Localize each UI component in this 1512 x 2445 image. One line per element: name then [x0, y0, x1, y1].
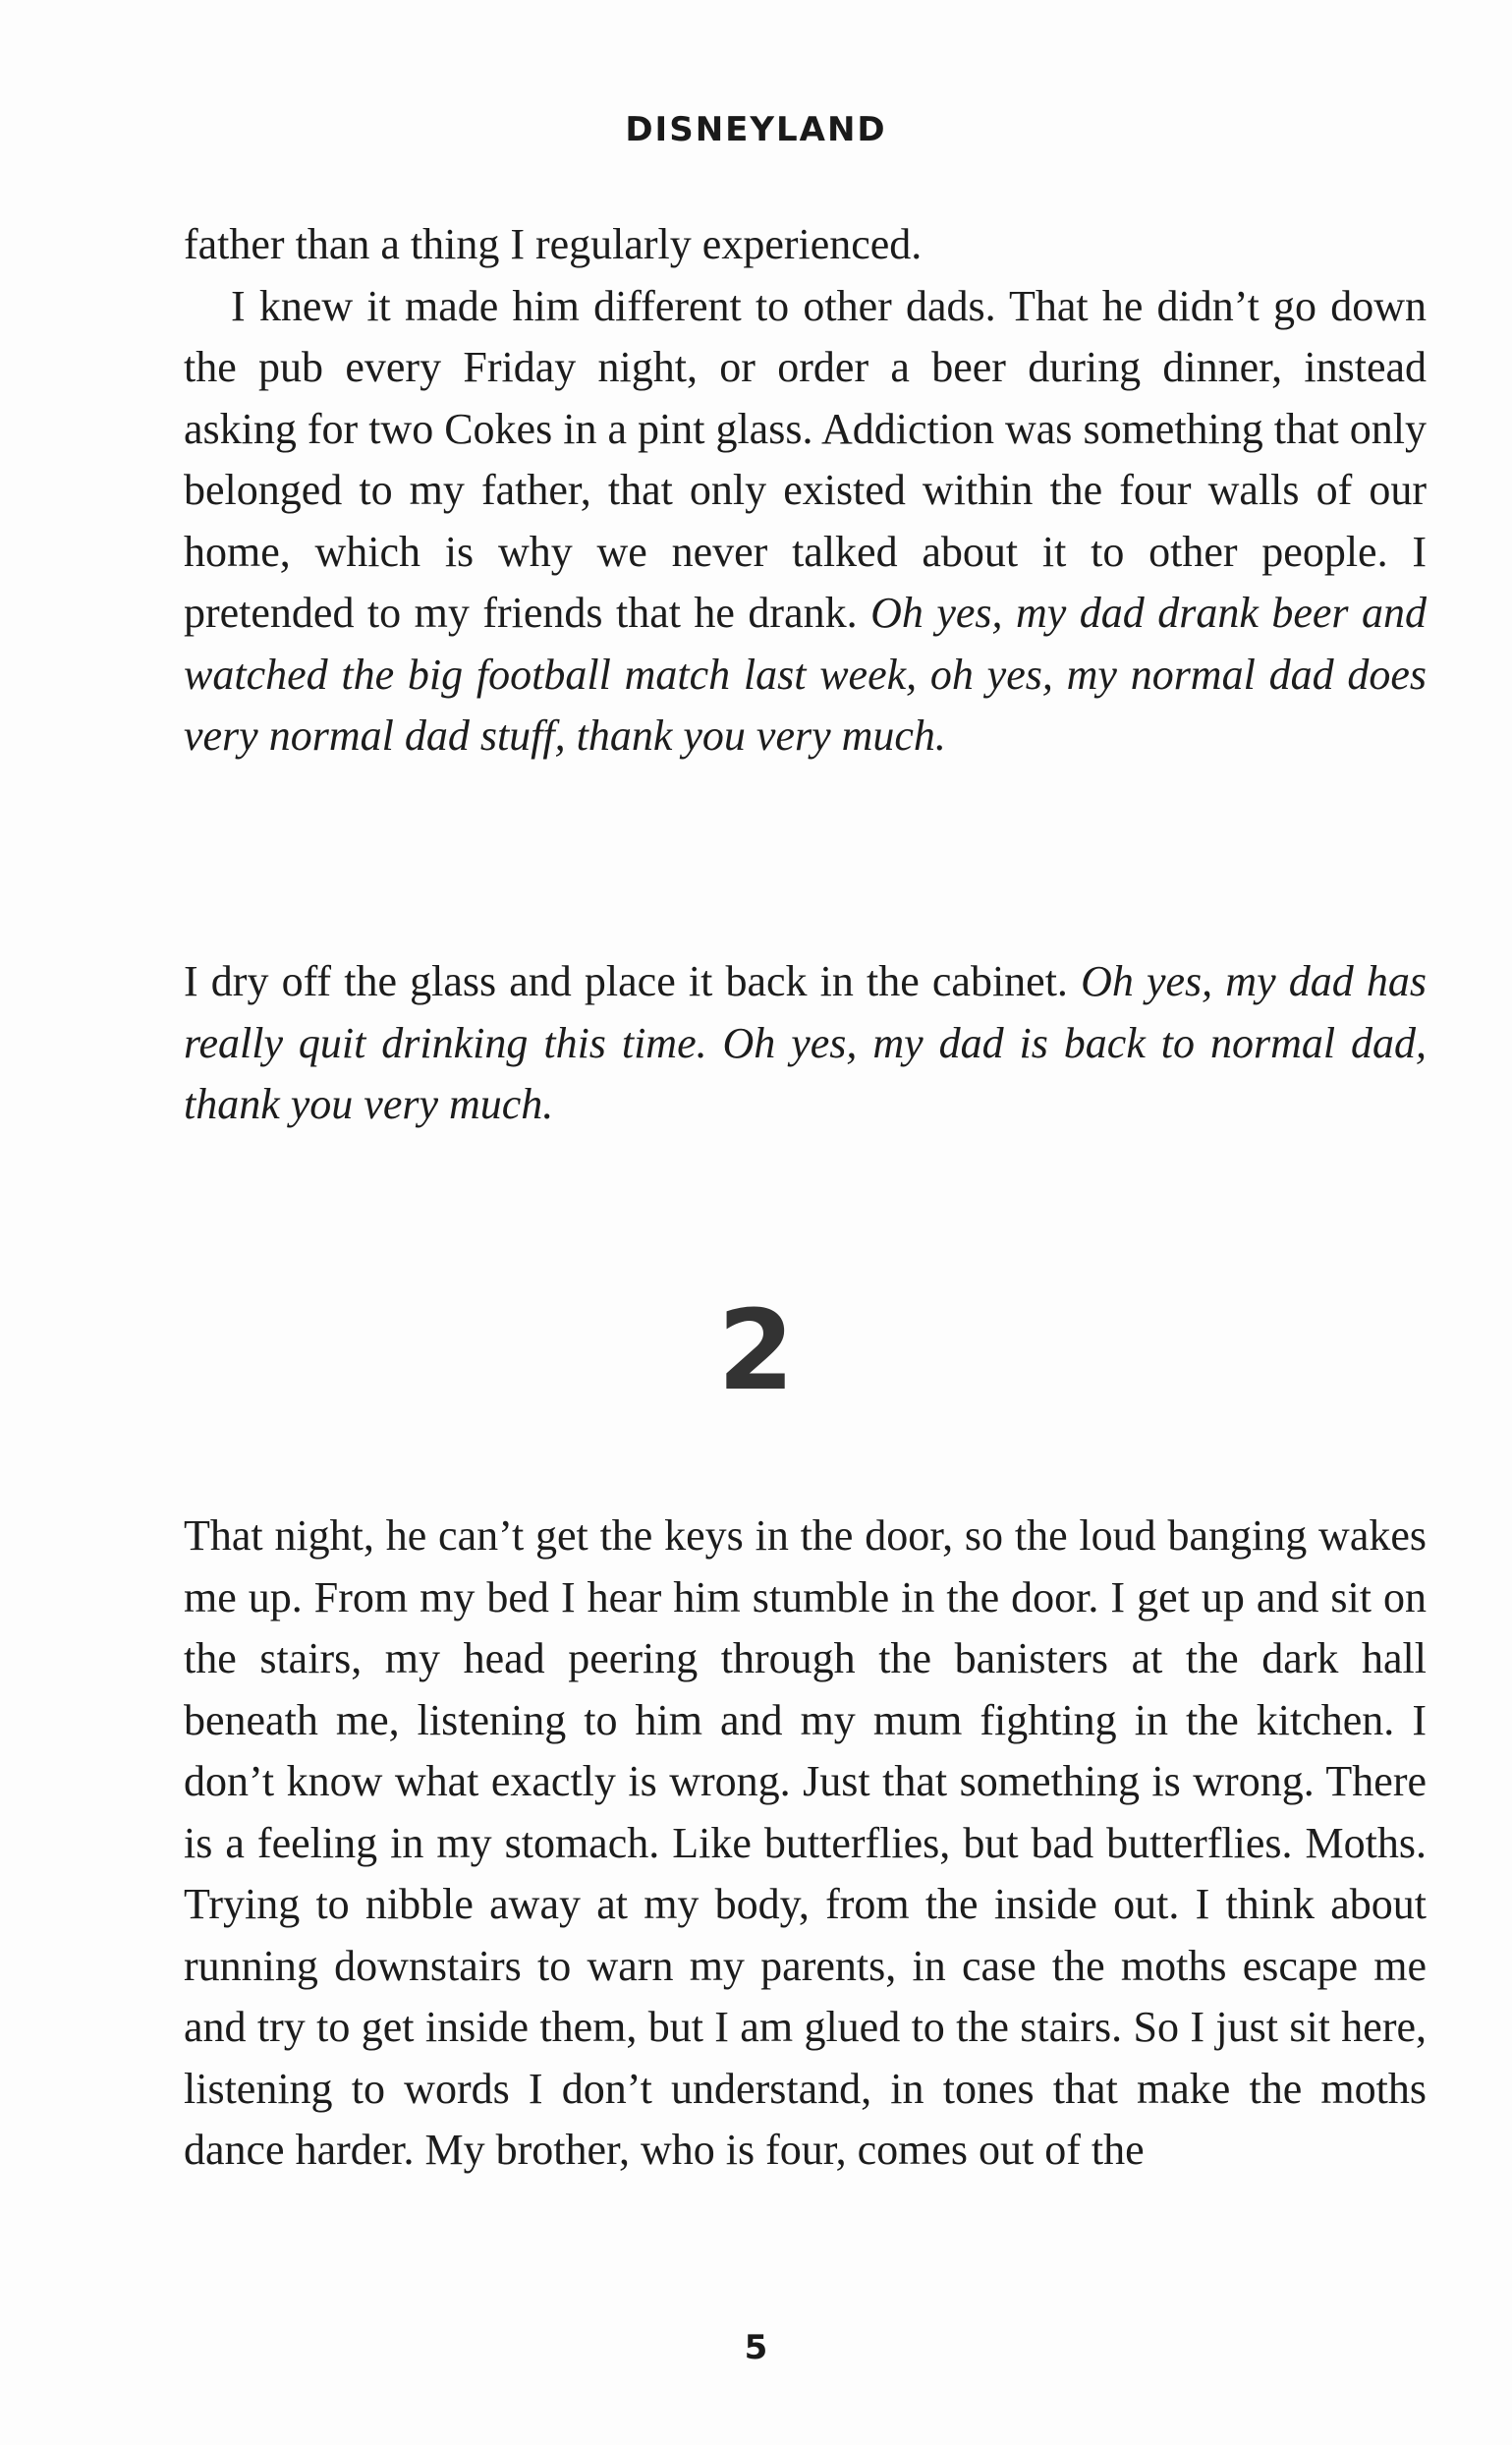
paragraph-addiction	[184, 276, 1427, 768]
section-two-text	[184, 951, 1427, 1136]
paragraph-glass	[184, 951, 1427, 1136]
paragraph-addiction-roman: I knew it made him different to other dads. That he didn’t go down the pub every Friday night, or order a beer during dinner, instead asking for two Cokes in a pint glass. Addiction was something that only belonged to my father, that only existed within the four walls of our home, which is why we never talked about it to other people. I pretended to my friends that he drank.	[184, 281, 1427, 637]
paragraph-addiction-italic: Oh yes, my dad drank beer and watched the big football match last week, oh yes, my normal dad does very normal dad stuff, thank you very much.	[184, 589, 1427, 760]
running-head: DISNEYLAND	[625, 110, 887, 149]
paragraph-glass-italic: Oh yes, my dad has really quit drinking this time. Oh yes, my dad is back to normal dad, thank you very much.	[184, 957, 1427, 1128]
page-number: 5	[744, 2328, 768, 2367]
paragraph-that-night: That night, he can’t get the keys in the door, so the loud banging wakes me up. From my bed I hear him stumble in the door. I get up and sit on the stairs, my head peering through the banisters at the dark hall beneath me, listening to him and my mum fighting in the kitchen. I don’t know what exactly is wrong. Just that something is wrong. There is a feeling in my stomach. Like butterflies, but bad butterflies. Moths. Trying to nibble away at my body, from the inside out. I think about running downstairs to warn my parents, in case the moths escape me and try to get inside them, but I am glued to the stairs. So I just sit here, listening to words I don’t understand, in tones that make the moths dance harder. My brother, who is four, comes out of the	[184, 1511, 1427, 2174]
section-one-text	[184, 214, 1427, 768]
chapter-number: 2	[717, 1287, 795, 1415]
paragraph-glass-roman: I dry off the glass and place it back in the cabinet.	[184, 957, 1082, 1005]
paragraph-continuation: father than a thing I regularly experienced.	[184, 220, 923, 268]
chapter-two-text	[184, 1506, 1427, 2182]
